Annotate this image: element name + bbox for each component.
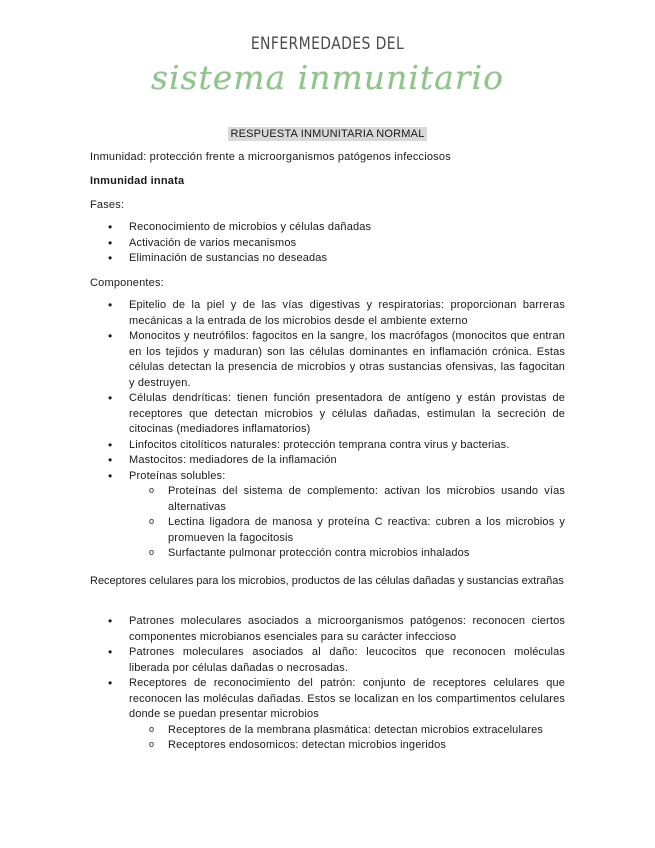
list-item: o Proteínas del sistema de complemento: activan los microbios usando vías alternativas [129,484,565,515]
list-item: • Patrones moleculares asociados a microorganismos patógenos: reconocen ciertos componentes microbianos esenciales para su carácter infeccioso [90,614,565,645]
section-heading-text: RESPUESTA INMUNITARIA NORMAL [230,128,425,140]
title-top: ENFERMEDADES DEL [250,34,405,54]
phases-label: Fases: [90,199,125,211]
list-item: • Activación de varios mecanismos [90,236,565,252]
prr-sub-list [129,723,565,754]
title-script: sistema inmunitario [151,58,504,97]
list-item: • Reconocimiento de microbios y células dañadas [90,220,565,236]
receptors-intro: Receptores celulares para los microbios, productos de las células dañadas y sustancias extrañas [90,575,564,587]
list-item: • Epitelio de la piel y de las vías digestivas y respiratorias: proporcionan barreras mecánicas a la entrada de los microbios desde el ambiente externo [90,298,565,329]
list-item: o Receptores de la membrana plasmática: detectan microbios extracelulares [129,723,565,739]
list-item [90,676,565,754]
list-item: • Monocitos y neutrófilos: fagocitos en la sangre, los macrófagos (monocitos que entran en los tejidos y maduran) son las células dominantes en inflamación crónica. Estas células detectan la presencia de microbios y otras sustancias ofensivas, las fagocitan y destruyen. [90,329,565,391]
phases-list [90,220,565,267]
components-label: Componentes: [90,277,164,289]
list-item: • Eliminación de sustancias no deseadas [90,251,565,267]
components-list [90,298,565,562]
prr-text: Receptores de reconocimiento del patrón: conjunto de receptores celulares que reconocen las moléculas dañadas. Estos se localizan en los compartimentos celulares donde se puedan presentar microbios [129,677,565,720]
soluble-proteins-list [129,484,565,562]
innate-heading: Inmunidad innata [90,175,185,187]
list-item: • Mastocitos: mediadores de la inflamación [90,453,565,469]
list-item: o Receptores endosomicos: detectan microbios ingeridos [129,738,565,754]
list-item: o Surfactante pulmonar protección contra microbios inhalados [129,546,565,562]
list-item [90,469,565,562]
definition-text: Inmunidad: protección frente a microorganismos patógenos infecciosos [90,151,451,163]
list-item: o Lectina ligadora de manosa y proteína C reactiva: cubren a los microbios y promueven la fagocitosis [129,515,565,546]
list-item: • Células dendríticas: tienen función presentadora de antígeno y están provistas de receptores que detectan microbios y células dañadas, estimulan la secreción de citocinas (mediadores inflamatorios) [90,391,565,438]
list-item: • Linfocitos citolíticos naturales: protección temprana contra virus y bacterias. [90,438,565,454]
list-item: • Patrones moleculares asociados al daño: leucocitos que reconocen moléculas liberada por células dañadas o necrosadas. [90,645,565,676]
section-heading [0,124,655,142]
soluble-proteins-label: Proteínas solubles: [129,469,226,482]
receptors-list [90,614,565,754]
